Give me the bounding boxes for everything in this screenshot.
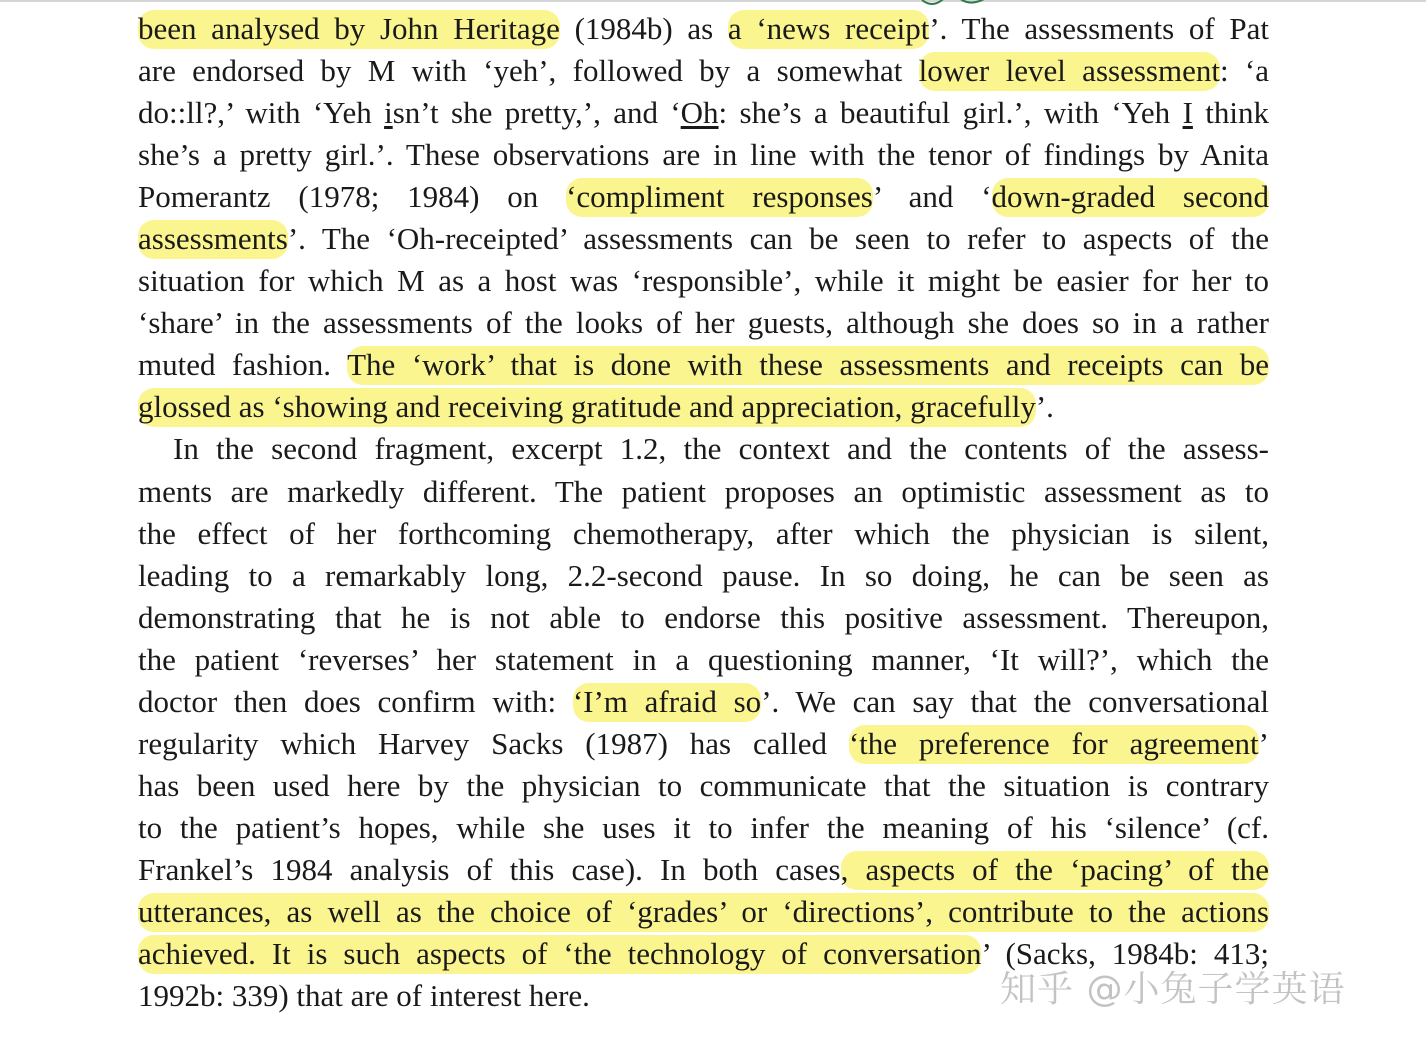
text-segment: (1984b) as	[559, 11, 728, 46]
text-line	[138, 344, 1269, 386]
text-line	[138, 50, 1269, 92]
text-line	[138, 555, 1269, 597]
text-line	[138, 428, 1269, 470]
text-line	[138, 8, 1269, 50]
text-segment: regularity which Harvey Sacks (1987) has called	[138, 725, 849, 761]
text-segment: the patient ‘reverses’ her statement in a questioning manner, ‘It will?’, which the	[138, 641, 1269, 677]
text-segment: ’.	[1035, 389, 1054, 425]
text-line	[138, 176, 1269, 218]
document-page	[138, 8, 1269, 1017]
text-segment: ments are markedly different. The patient proposes an optimistic assessment as to	[138, 473, 1269, 509]
highlighted-text: ‘the preference for agreement	[849, 725, 1259, 764]
text-line	[138, 597, 1269, 639]
text-segment: Frankel’s 1984 analysis of this case). In both cases	[138, 851, 841, 887]
text-segment: leading to a remarkably long, 2.2-second pause. In so doing, he can be seen as	[138, 557, 1269, 593]
text-segment: ’ (Sacks, 1984b: 413;	[981, 936, 1269, 972]
text-line	[138, 723, 1269, 765]
text-line	[138, 639, 1269, 681]
text-line	[138, 681, 1269, 723]
text-segment: ’	[1258, 725, 1269, 761]
highlighted-text: lower level assessment	[919, 52, 1220, 91]
text-segment: Pomerantz (1978; 1984) on	[138, 179, 567, 215]
text-segment: : she’s a beautiful girl.’, with ‘Yeh	[718, 95, 1183, 131]
highlighted-text: The ‘work’ that is done with these assessments and receipts can be	[347, 346, 1269, 385]
text-segment: ’ and ‘	[872, 179, 992, 215]
highlighted-text: utterances, as well as the choice of ‘grades’ or ‘directions’, contribute to the actions	[138, 893, 1269, 932]
text-line	[138, 807, 1269, 849]
text-segment: ‘share’ in the assessments of the looks of her guests, although she does so in a rather	[138, 305, 1269, 341]
text-line	[138, 260, 1269, 302]
text-segment: 1992b: 339) that are of interest here.	[138, 978, 590, 1014]
text-segment: ’. We can say that the conversational	[761, 683, 1269, 719]
text-segment: doctor then does confirm with:	[138, 683, 573, 719]
highlighted-text: , aspects of the ‘pacing’ of the	[841, 851, 1269, 890]
text-line	[138, 471, 1269, 513]
underlined-text: i	[384, 95, 393, 131]
text-segment: think	[1192, 95, 1269, 131]
highlighted-text: a ‘news receipt	[728, 10, 929, 49]
text-segment: to the patient’s hopes, while she uses it to infer the meaning of his ‘silence’ (cf.	[138, 809, 1269, 845]
highlighted-text: ‘I’m afraid so	[573, 683, 761, 722]
text-line	[138, 134, 1269, 176]
text-line	[138, 218, 1269, 260]
text-segment: are endorsed by M with ‘yeh’, followed by a somewhat	[138, 53, 919, 89]
text-segment: In the second fragment, excerpt 1.2, the context and the contents of the assess-	[173, 431, 1269, 467]
highlighted-text: achieved. It is such aspects of ‘the technology of conversation	[138, 935, 981, 974]
highlighted-text: ‘compliment responses	[566, 178, 873, 217]
text-segment: muted fashion.	[138, 347, 348, 383]
highlighted-text: been analysed by John Heritage	[138, 10, 560, 49]
text-segment: do::ll?,’ with ‘Yeh	[138, 95, 385, 131]
text-segment: situation for which M as a host was ‘responsible’, while it might be easier for her to	[138, 263, 1269, 299]
text-line	[138, 386, 1269, 428]
watermark: 知乎 @小兔子学英语	[1000, 969, 1346, 1010]
highlighted-text: assessments	[138, 220, 288, 259]
underlined-text: I	[1182, 95, 1193, 131]
text-line	[138, 513, 1269, 555]
underlined-text: Oh	[680, 95, 719, 131]
text-line	[138, 302, 1269, 344]
highlighted-text: down-graded second	[992, 178, 1269, 217]
text-segment: demonstrating that he is not able to endorse this positive assessment. Thereupon,	[138, 599, 1269, 635]
text-line	[138, 765, 1269, 807]
text-segment: she’s a pretty girl.’. These observations are in line with the tenor of findings by Anita	[138, 137, 1269, 173]
top-border	[0, 0, 1426, 2]
text-line	[138, 891, 1269, 933]
text-line	[138, 849, 1269, 891]
text-segment: : ‘a	[1219, 53, 1269, 89]
highlighted-text: glossed as ‘showing and receiving gratitude and appreciation, gracefully	[138, 388, 1036, 427]
text-segment: the effect of her forthcoming chemotherapy, after which the physician is silent,	[138, 515, 1269, 551]
text-segment: has been used here by the physician to communicate that the situation is contrary	[138, 767, 1269, 803]
text-segment: sn’t she pretty,’, and ‘	[392, 95, 681, 131]
text-segment: ’. The ‘Oh-receipted’ assessments can be seen to refer to aspects of the	[287, 221, 1269, 257]
text-segment: ’. The assessments of Pat	[929, 11, 1269, 46]
text-line	[138, 92, 1269, 134]
